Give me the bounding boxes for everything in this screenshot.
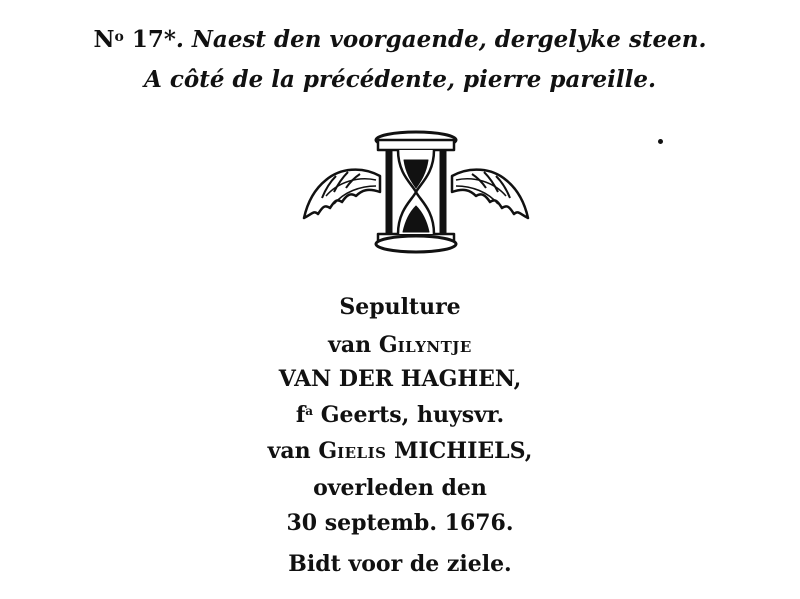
ink-speck <box>658 139 663 144</box>
inscription-line-7: 30 septemb. 1676. <box>286 510 514 536</box>
inscription-line-3: VAN DER HAGHEN, <box>278 366 522 392</box>
entry-number: $N^o$ 17* <box>93 26 176 53</box>
entry-heading-french: A côté de la précédente, pierre pareille. <box>144 66 656 93</box>
inscription-line-4: $f^a$ Geerts, huysvr. <box>295 402 505 428</box>
inscription-line-6: overleden den <box>313 475 487 501</box>
winged-hourglass-icon <box>300 130 532 256</box>
inscription-line-8: Bidt voor de ziele. <box>288 551 512 577</box>
inscription-line-5: van GIELIS MICHIELS, <box>267 438 533 464</box>
inscription-line-2: van GILYNTJE <box>328 332 472 358</box>
flemish-caption: . Naest den voorgaende, dergelyke steen. <box>175 26 707 53</box>
entry-heading-flemish <box>0 28 800 51</box>
inscription-line-1: Sepulture <box>339 294 461 320</box>
